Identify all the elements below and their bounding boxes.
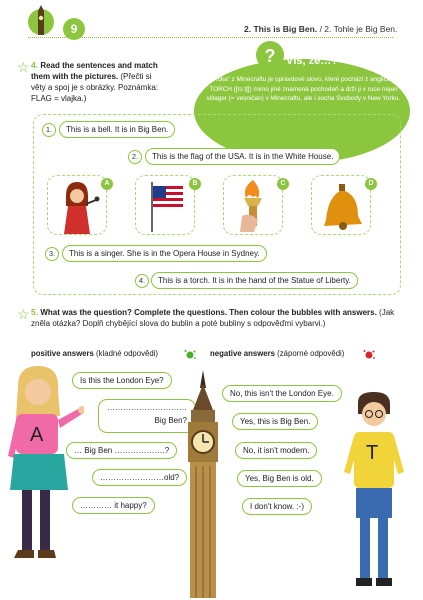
picture-d-bell[interactable] <box>311 175 371 235</box>
negative-legend-czech: (záporné odpovědi) <box>275 349 345 358</box>
boy-shirt-letter: T <box>366 442 379 464</box>
header-divider <box>28 37 393 38</box>
ex4-instr-czech: (Přečti si věty a spoj je s obrázky. Poznámka: FLAG = vlajka.) <box>31 72 159 103</box>
sentence-2: This is the flag of the USA. It is in the White House. <box>145 148 340 165</box>
svg-text:?: ? <box>264 46 276 66</box>
ex4-number: 4. <box>31 60 39 70</box>
positive-legend-czech: (kladné odpovědi) <box>93 349 158 358</box>
green-splash-icon <box>184 347 196 365</box>
ex5-number: 5. <box>31 307 39 317</box>
picture-label: A <box>101 178 113 190</box>
question-bubble-2-line2: Big Ben? <box>154 416 187 425</box>
red-splash-icon <box>363 347 375 365</box>
tip-text: „Torčka“ z Minecraftu je opravdové slovo, které pochází z angličtiny? TORCH ([tɔːtʃ]) mimo jiné znamená pochodeň a drží ji v ruce nejen villager (= vesničan) v Minecraftu, ale i socha Svobody v New Yorku. <box>206 76 401 103</box>
girl-shirt-letter: A <box>30 424 44 446</box>
girl-illustration <box>4 366 84 596</box>
question-bubble-5[interactable]: ………… it happy? <box>72 497 155 514</box>
sentence-3: This is a singer. She is in the Opera House in Sydney. <box>62 245 267 262</box>
ex4-instructions <box>31 60 161 104</box>
question-bubble-1[interactable]: Is this the London Eye? <box>72 372 172 389</box>
positive-legend-english: positive answers <box>31 349 94 358</box>
torch-icon <box>224 176 282 234</box>
picture-a-singer[interactable] <box>47 175 107 235</box>
big-ben-logo-icon <box>28 4 54 40</box>
bell-icon <box>312 176 370 234</box>
negative-legend-english: negative answers <box>210 349 276 358</box>
picture-label: B <box>189 178 201 190</box>
ex5-instructions <box>31 307 396 329</box>
sentence-number: 2. <box>128 150 142 164</box>
picture-b-flag[interactable] <box>135 175 195 235</box>
ex5-instr-english: What was the question? Complete the questions. Then colour the bubbles with answers. <box>40 308 377 317</box>
boy-illustration <box>340 392 410 596</box>
negative-legend <box>210 348 344 359</box>
answer-bubble-5[interactable]: I don't know. :-) <box>242 498 312 515</box>
ex5-instr-czech: (Jak zněla otázka? Doplň chybějící slova do bublin a poté bubliny s odpověďmi vybarvi.) <box>31 308 395 328</box>
question-bubble-4[interactable]: ……………………old? <box>92 469 187 486</box>
singer-icon <box>48 176 106 234</box>
sentence-number: 4. <box>135 274 149 288</box>
picture-label: D <box>365 178 377 190</box>
big-ben-illustration <box>176 370 230 598</box>
question-bubble-3[interactable]: … Big Ben ……………….? <box>66 442 177 459</box>
answer-bubble-4[interactable]: Yes, Big Ben is old. <box>237 470 322 487</box>
sentence-4: This is a torch. It is in the hand of the Statue of Liberty. <box>151 272 358 289</box>
positive-legend <box>31 348 158 359</box>
picture-label: C <box>277 178 289 190</box>
answer-bubble-2[interactable]: Yes, this is Big Ben. <box>232 413 318 430</box>
exercise-star-icon: ☆ <box>17 59 30 75</box>
sentence-number: 3. <box>45 247 59 261</box>
picture-c-torch[interactable] <box>223 175 283 235</box>
page-title-czech: / 2. Tohle je Big Ben. <box>317 24 398 34</box>
tip-title: Víš, že…? <box>286 55 338 67</box>
exercise-star-icon: ☆ <box>17 306 30 322</box>
usa-flag-icon <box>136 176 194 234</box>
answer-bubble-3[interactable]: No, it isn't modern. <box>235 442 317 459</box>
question-bubble-2-line1: ………………………… <box>107 403 187 412</box>
sentence-1: This is a bell. It is in Big Ben. <box>59 121 175 138</box>
page-number: 9 <box>63 18 85 40</box>
sentence-number: 1. <box>42 123 56 137</box>
page-title <box>244 24 397 34</box>
page-title-english: 2. This is Big Ben. <box>244 24 318 34</box>
answer-bubble-1[interactable]: No, this isn't the London Eye. <box>222 385 342 402</box>
ex4-instr-english: Read the sentences and match them with the pictures. <box>31 61 158 81</box>
